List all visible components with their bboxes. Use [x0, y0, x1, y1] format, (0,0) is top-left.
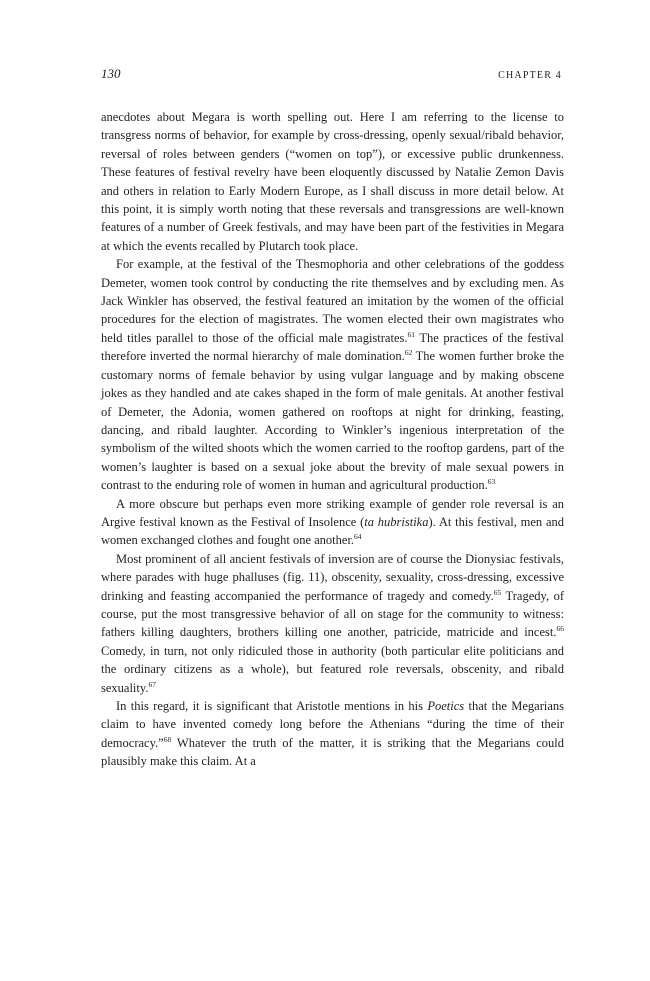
footnote-marker: 66: [556, 624, 564, 634]
text-run: The women further broke the customary norms of female behavior by using vulgar language and by making obscene jokes as they handled and ate cakes shaped in the form of male genitals. At another festival of Demeter, the Adonia, women gathered on rooftops at night for drinking, feasting, dancing, and ribald laughter. According to Winkler’s ingenious interpretation of the symbolism of the wilted shoots which the women carried to the rooftop gardens, part of the women’s laughter is based on a sexual joke about the brevity of male sexual powers in contrast to the enduring role of women in human and agricultural production.: [101, 349, 564, 493]
footnote-marker: 65: [493, 587, 502, 597]
text-run: anecdotes about Megara is worth spelling out. Here I am referring to the license to transgress norms of behavior, for example by cross-dressing, openly sexual/ribald behavior, reversal of roles between genders (“women on top”), or excessive public drunkenness. These features of festival revelry have been eloquently discussed by Natalie Zemon Davis and others in relation to Early Modern Europe, as I shall discuss in more detail below. At this point, it is simply worth noting that these reversals and transgressions are well-known features of a number of Greek festivals, and may have been part of the festivities in Megara at which the events recalled by Plutarch took place.: [101, 110, 564, 253]
text-run: In this regard, it is significant that Aristotle mentions in his: [116, 699, 428, 713]
text-run: Comedy, in turn, not only ridiculed those in authority (both particular elite politicians and the ordinary citizens as a whole), but featured role reversals, obscenity, and ribald sexuality.: [101, 643, 564, 695]
body-text: [101, 108, 564, 771]
text-run: Most prominent of all ancient festivals of inversion are of course the Dionysiac festivals, where parades with huge phalluses (fig. 11), obscenity, sexuality, cross-dressing, excessive drinking and feasting accompanied the performance of tragedy and comedy.: [101, 551, 564, 603]
text-run: Tragedy, of course, put the most transgressive behavior of all on stage for the community to witness: fathers killing daughters, brothers killing one another, patricide, matricide and incest.: [101, 588, 564, 640]
page-header: [101, 66, 562, 82]
text-run: Whatever the truth of the matter, it is striking that the Megarians could plausibly make this claim. At a: [101, 735, 564, 769]
paragraph: [101, 255, 564, 494]
footnote-marker: 64: [354, 532, 362, 542]
text-run: The practices of the festival therefore inverted the normal hierarchy of male domination.: [101, 330, 564, 364]
paragraph: [101, 495, 564, 550]
running-head: CHAPTER 4: [498, 70, 562, 81]
page-number: 130: [101, 66, 121, 81]
footnote-marker: 61: [407, 329, 415, 339]
paragraph: [101, 697, 564, 771]
paragraph: [101, 108, 564, 255]
paragraph: [101, 550, 564, 697]
footnote-marker: 63: [487, 476, 496, 486]
text-run: ). At this festival, men and women exchanged clothes and fought one another.: [101, 514, 564, 548]
footnote-marker: 68: [163, 734, 172, 744]
italic-text: ta hubristika: [364, 514, 429, 529]
text-run: that the Megarians claim to have invented comedy long before the Athenians “during the time of their democracy.”: [101, 699, 564, 750]
text-run: A more obscure but perhaps even more striking example of gender role reversal is an Argive festival known as the Festival of Insolence (: [101, 496, 564, 529]
footnote-marker: 62: [404, 348, 413, 358]
footnote-marker: 67: [148, 679, 156, 689]
italic-text: Poetics: [427, 699, 465, 713]
text-run: For example, at the festival of the Thesmophoria and other celebrations of the goddess Demeter, women took control by conducting the rite themselves and by excluding men. As Jack Winkler has observed, the festival featured an imitation by the women of the official procedures for the election of magistrates. The women elected their own magistrates who held titles parallel to those of the official male magistrates.: [101, 257, 564, 345]
